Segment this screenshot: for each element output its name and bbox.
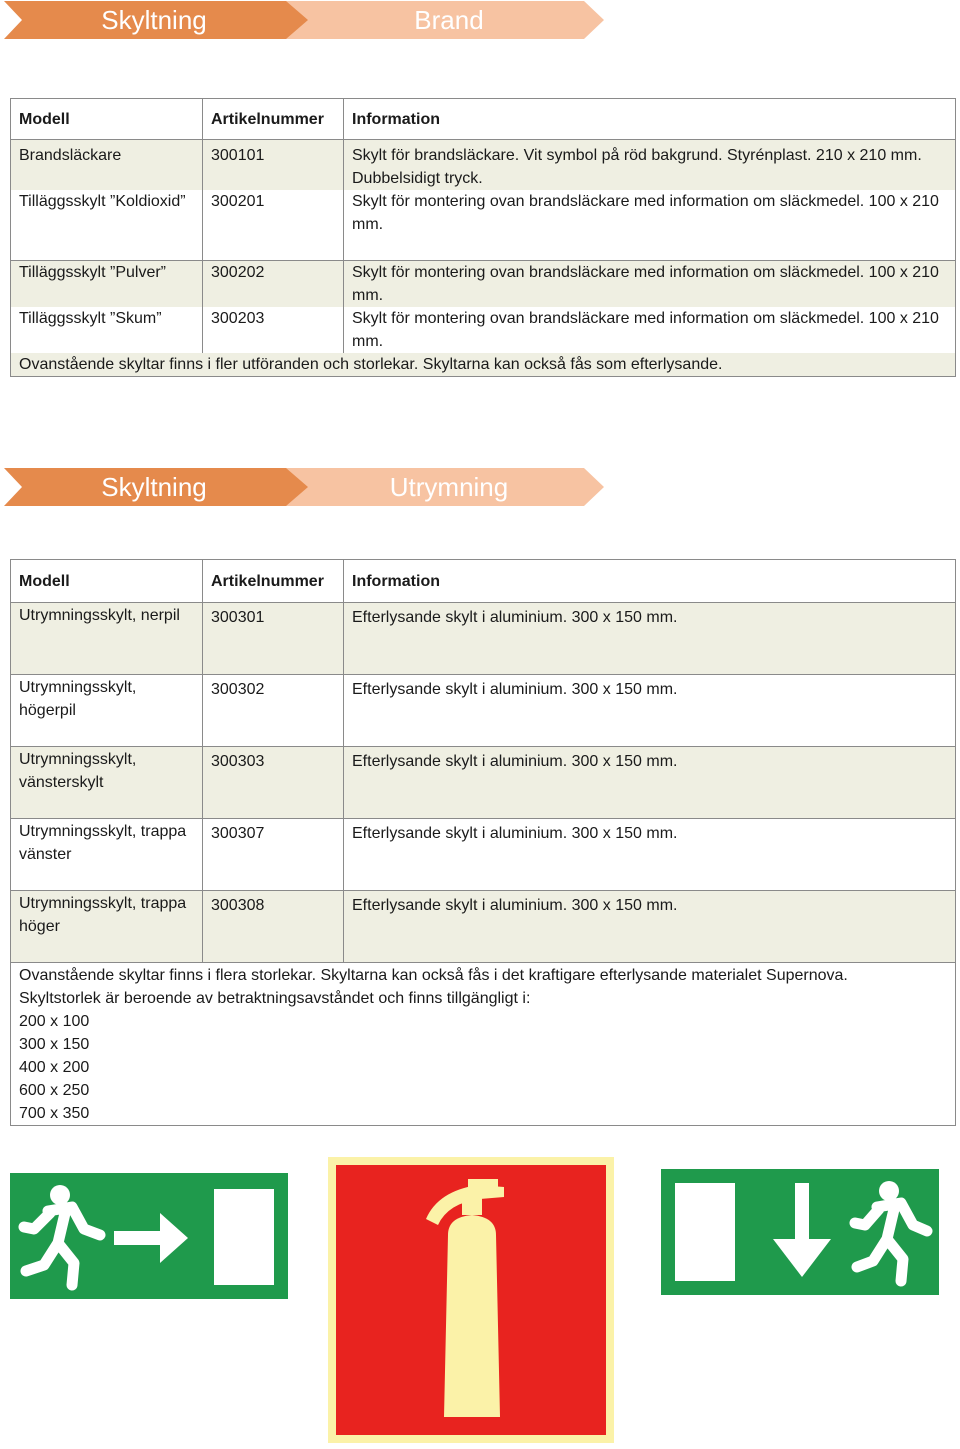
cell-article: 300202 xyxy=(203,261,344,308)
table-row xyxy=(11,190,956,261)
size-item: 400 x 200 xyxy=(19,1059,90,1076)
banner-label-left: Skyltning xyxy=(101,472,207,502)
size-item: 300 x 150 xyxy=(19,1036,90,1053)
header-model: Modell xyxy=(11,99,203,140)
table-header-row xyxy=(11,560,956,603)
cell-article: 300301 xyxy=(203,603,344,675)
fire-extinguisher-sign xyxy=(328,1157,614,1443)
cell-info: Efterlysande skylt i aluminium. 300 x 150 mm. xyxy=(344,747,956,819)
cell-model: Utrymningsskylt, trappa vänster xyxy=(11,819,203,891)
cell-article: 300303 xyxy=(203,747,344,819)
cell-model: Tilläggsskylt ”Pulver” xyxy=(11,261,203,308)
cell-model: Tilläggsskylt ”Koldioxid” xyxy=(11,190,203,261)
header-information: Information xyxy=(344,560,956,603)
cell-article: 300307 xyxy=(203,819,344,891)
header-article: Artikelnummer xyxy=(203,560,344,603)
cell-info: Efterlysande skylt i aluminium. 300 x 150 mm. xyxy=(344,603,956,675)
note-line: Ovanstående skyltar finns i flera storlekar. Skyltarna kan också fås i det kraftigare efterlysande materialet Supernova. xyxy=(19,967,848,984)
door-icon xyxy=(675,1183,735,1281)
sign-images xyxy=(0,1155,960,1449)
door-icon xyxy=(214,1189,274,1285)
cell-article: 300308 xyxy=(203,891,344,963)
cell-info: Efterlysande skylt i aluminium. 300 x 150 mm. xyxy=(344,891,956,963)
cell-info: Efterlysande skylt i aluminium. 300 x 150 mm. xyxy=(344,819,956,891)
table-note xyxy=(11,963,956,1126)
cell-info: Skylt för brandsläckare. Vit symbol på röd bakgrund. Styrénplast. 210 x 210 mm. Dubbelsidigt tryck. xyxy=(344,140,956,191)
cell-info: Efterlysande skylt i aluminium. 300 x 150 mm. xyxy=(344,675,956,747)
size-item: 600 x 250 xyxy=(19,1082,90,1099)
cell-model: Utrymningsskylt, vänsterskylt xyxy=(11,747,203,819)
note-line: Skyltstorlek är beroende av betraktningsavståndet och finns tillgängligt i: xyxy=(19,990,531,1007)
table-note-row xyxy=(11,353,956,377)
cell-article: 300201 xyxy=(203,190,344,261)
header-model: Modell xyxy=(11,560,203,603)
header-article: Artikelnummer xyxy=(203,99,344,140)
table-note: Ovanstående skyltar finns i fler utföranden och storlekar. Skyltarna kan också fås som efterlysande. xyxy=(11,353,956,377)
table-row xyxy=(11,819,956,891)
cell-model: Utrymningsskylt, högerpil xyxy=(11,675,203,747)
banner-label-right: Brand xyxy=(414,5,484,35)
table-row xyxy=(11,891,956,963)
cell-info: Skylt för montering ovan brandsläckare med information om släckmedel. 100 x 210 mm. xyxy=(344,190,956,261)
cell-article: 300302 xyxy=(203,675,344,747)
table-row xyxy=(11,675,956,747)
table-row xyxy=(11,261,956,308)
cell-article: 300101 xyxy=(203,140,344,191)
cell-info: Skylt för montering ovan brandsläckare med information om släckmedel. 100 x 210 mm. xyxy=(344,261,956,308)
exit-sign-down xyxy=(661,1169,939,1295)
table-row xyxy=(11,307,956,353)
cell-model: Utrymningsskylt, nerpil xyxy=(11,603,203,675)
cell-model: Tilläggsskylt ”Skum” xyxy=(11,307,203,353)
banner-label-left: Skyltning xyxy=(101,5,207,35)
utrymning-table xyxy=(10,559,956,1126)
cell-model: Brandsläckare xyxy=(11,140,203,191)
table-row xyxy=(11,603,956,675)
header-information: Information xyxy=(344,99,956,140)
cell-info: Skylt för montering ovan brandsläckare med information om släckmedel. 100 x 210 mm. xyxy=(344,307,956,353)
cell-article: 300203 xyxy=(203,307,344,353)
size-item: 700 x 350 xyxy=(19,1105,90,1122)
banner-label-right: Utrymning xyxy=(389,472,509,502)
table-header-row xyxy=(11,99,956,140)
table-row xyxy=(11,140,956,191)
brand-table xyxy=(10,98,956,377)
section-banner-utrymning xyxy=(4,468,604,506)
cell-model: Utrymningsskylt, trappa höger xyxy=(11,891,203,963)
exit-sign-right xyxy=(10,1173,288,1299)
table-note-row xyxy=(11,963,956,1126)
table-row xyxy=(11,747,956,819)
section-banner-brand xyxy=(4,1,604,39)
size-item: 200 x 100 xyxy=(19,1013,90,1030)
